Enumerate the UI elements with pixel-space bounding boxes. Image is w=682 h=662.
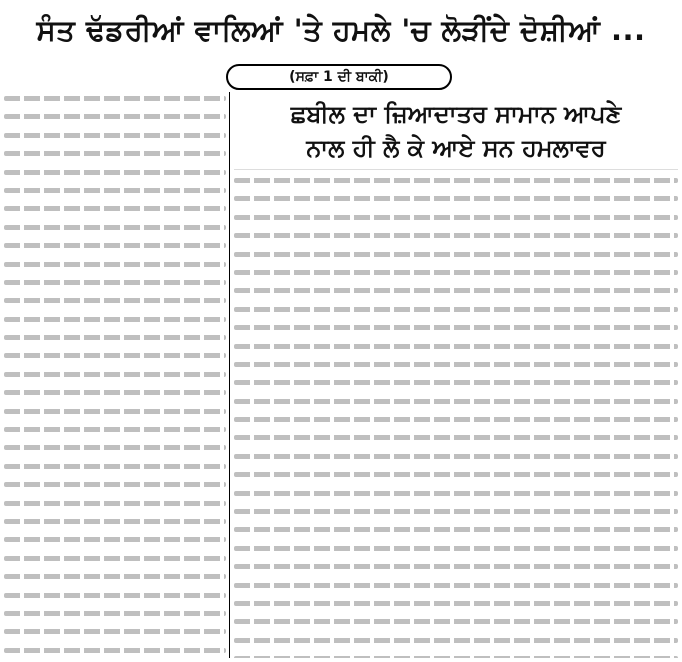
text-line: [4, 335, 226, 340]
text-line: [4, 519, 226, 524]
right-column-body: [234, 92, 678, 658]
column-divider: [229, 92, 230, 658]
text-line: [234, 491, 678, 496]
text-line: [4, 317, 226, 322]
text-line: [4, 133, 226, 138]
text-line: [234, 325, 678, 330]
text-line: [234, 564, 678, 569]
subheadline-line-1: ਛਬੀਲ ਦਾ ਜ਼ਿਆਦਾਤਰ ਸਾਮਾਨ ਆਪਣੇ: [290, 99, 622, 128]
text-line: [4, 262, 226, 267]
text-line: [234, 196, 678, 201]
text-line: [234, 509, 678, 514]
text-line: [234, 527, 678, 532]
text-line: [4, 427, 226, 432]
text-line: [4, 298, 226, 303]
text-line: [234, 233, 678, 238]
text-line: [234, 583, 678, 588]
text-line: [4, 188, 226, 193]
left-column-placeholder-lines: [4, 96, 226, 658]
text-line: [4, 409, 226, 414]
text-line: [4, 96, 226, 101]
text-line: [4, 593, 226, 598]
text-line: [4, 114, 226, 119]
headline: ਸੰਤ ਢੱਡਰੀਆਂ ਵਾਲਿਆਂ 'ਤੇ ਹਮਲੇ 'ਚ ਲੋੜੀਂਦੇ ਦੋਸ਼ੀਆਂ ...: [36, 12, 646, 47]
text-line: [4, 574, 226, 579]
subheadline-line-2: ਨਾਲ ਹੀ ਲੈ ਕੇ ਆਏ ਸਨ ਹਮਲਾਵਰ: [306, 133, 606, 162]
text-line: [234, 619, 678, 624]
text-line: [234, 656, 678, 658]
text-line: [4, 170, 226, 175]
text-line: [4, 556, 226, 561]
text-line: [4, 206, 226, 211]
text-line: [234, 472, 678, 477]
text-line: [4, 464, 226, 469]
text-line: [4, 482, 226, 487]
text-line: [4, 280, 226, 285]
continued-from-page-tag: (ਸਫ਼ਾ 1 ਦੀ ਬਾਕੀ): [226, 64, 452, 90]
text-line: [234, 344, 678, 349]
text-line: [234, 270, 678, 275]
text-line: [234, 307, 678, 312]
text-line: [4, 648, 226, 653]
text-line: [4, 353, 226, 358]
text-line: [234, 399, 678, 404]
text-line: [234, 435, 678, 440]
text-line: [234, 638, 678, 643]
text-line: [4, 151, 226, 156]
text-line: [4, 445, 226, 450]
text-line: [234, 417, 678, 422]
text-line: [4, 243, 226, 248]
text-line: [234, 288, 678, 293]
text-line: [234, 362, 678, 367]
text-line: [4, 611, 226, 616]
right-column-placeholder-lines: [234, 178, 678, 658]
left-column-body: [4, 92, 226, 658]
text-line: [4, 390, 226, 395]
text-line: [4, 372, 226, 377]
text-line: [234, 454, 678, 459]
text-line: [234, 215, 678, 220]
text-line: [4, 501, 226, 506]
text-line: [234, 380, 678, 385]
subheadline: [234, 92, 678, 170]
text-line: [4, 225, 226, 230]
text-line: [234, 178, 678, 183]
text-line: [234, 252, 678, 257]
text-line: [234, 546, 678, 551]
text-line: [4, 629, 226, 634]
text-line: [4, 537, 226, 542]
text-line: [234, 601, 678, 606]
